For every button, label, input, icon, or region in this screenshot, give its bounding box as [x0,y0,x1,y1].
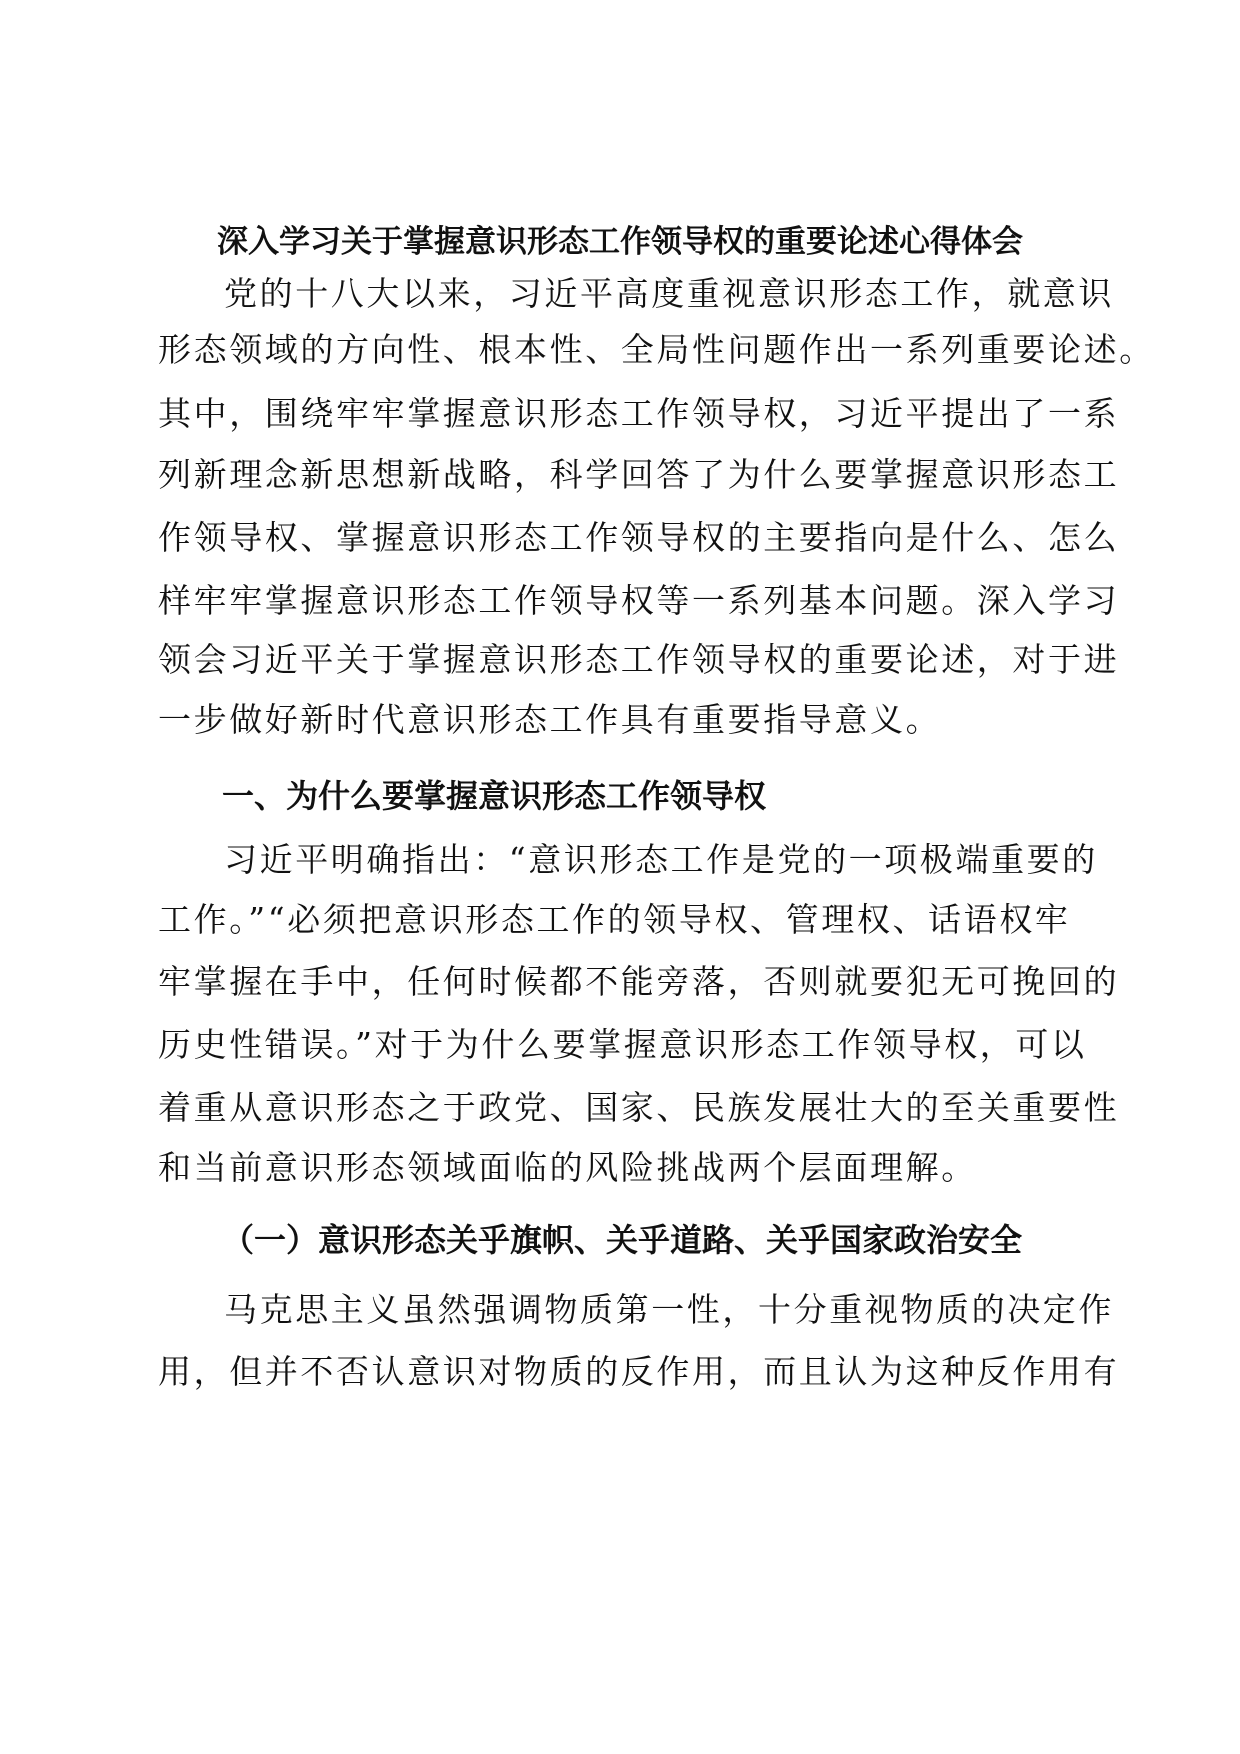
paragraph-line: 牢掌握在手中，任何时候都不能旁落，否则就要犯无可挽回的 [158,962,1120,1001]
paragraph-line: 着重从意识形态之于政党、国家、民族发展壮大的至关重要性 [158,1088,1120,1127]
subsection-heading: （一）意识形态关乎旗帜、关乎道路、关乎国家政治安全 [222,1221,1023,1259]
paragraph-line: 习近平明确指出：“意识形态工作是党的一项极端重要的 [224,840,1098,879]
paragraph-line: 形态领域的方向性、根本性、全局性问题作出一系列重要论述。 [158,330,1155,369]
paragraph-line: 和当前意识形态领域面临的风险挑战两个层面理解。 [158,1148,977,1187]
paragraph-line: 马克思主义虽然强调物质第一性，十分重视物质的决定作 [224,1290,1114,1329]
paragraph-line: 历史性错误。”对于为什么要掌握意识形态工作领导权，可以 [158,1025,1087,1064]
paragraph-line: 列新理念新思想新战略，科学回答了为什么要掌握意识形态工 [158,455,1120,494]
paragraph-line: 其中，围绕牢牢掌握意识形态工作领导权，习近平提出了一系 [158,394,1120,433]
document-title: 深入学习关于掌握意识形态工作领导权的重要论述心得体会 [217,224,1023,260]
section-heading: 一、为什么要掌握意识形态工作领导权 [222,777,767,815]
paragraph-line: 工作。”“必须把意识形态工作的领导权、管理权、话语权牢 [158,900,1071,939]
paragraph-line: 一步做好新时代意识形态工作具有重要指导意义。 [158,700,942,739]
paragraph-line: 党的十八大以来，习近平高度重视意识形态工作，就意识 [224,274,1114,313]
paragraph-line: 作领导权、掌握意识形态工作领导权的主要指向是什么、怎么 [158,518,1120,557]
paragraph-line: 用，但并不否认意识对物质的反作用，而且认为这种反作用有 [158,1352,1120,1391]
paragraph-line: 样牢牢掌握意识形态工作领导权等一系列基本问题。深入学习 [158,581,1120,620]
paragraph-line: 领会习近平关于掌握意识形态工作领导权的重要论述，对于进 [158,640,1120,679]
